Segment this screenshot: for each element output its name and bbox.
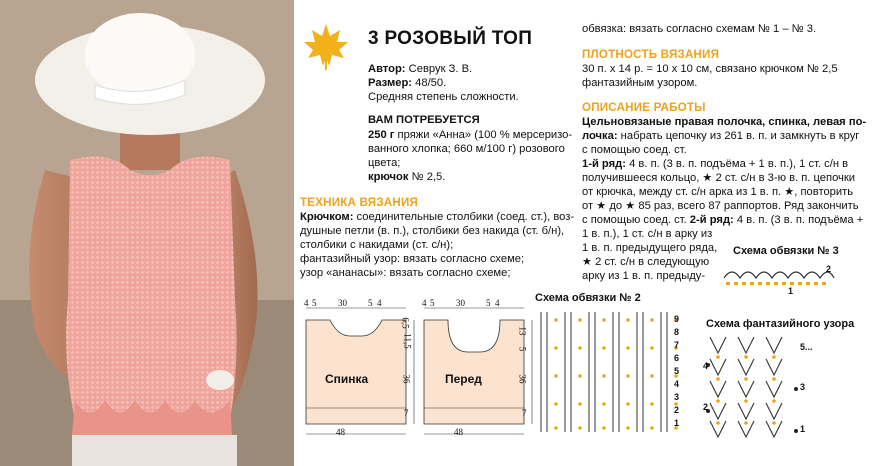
fancy-row-4: 4 [703, 361, 709, 371]
front-top-dim-2: 5 [430, 298, 435, 308]
maple-leaf-icon [300, 20, 352, 72]
front-top-dim-5: 4 [495, 298, 500, 308]
fancy-row-1: 1 [800, 424, 806, 434]
back-side-dim-4: 7 [404, 408, 409, 418]
back-top-dim-5: 4 [377, 298, 382, 308]
back-top-dim-1: 4 [304, 298, 309, 308]
schema3-row-2: 2 [826, 264, 832, 274]
back-top-dim-3: 30 [338, 298, 347, 308]
density-heading: ПЛОТНОСТЬ ВЯЗАНИЯ [582, 48, 720, 61]
back-side-dim-3: 36 [401, 374, 412, 384]
front-top-dim-3: 30 [456, 298, 465, 308]
schema3-row-1: 1 [788, 286, 794, 296]
schema2-row-4: 4 [674, 379, 680, 389]
schema-3-title: Схема обвязки № 3 [733, 245, 839, 257]
schema2-row-6: 6 [674, 353, 680, 363]
work-text: Цельновязаные правая полочка, спинка, левая по- лочка: набрать цепочку из 261 в. п. и замкнуть в круг с помощью соед. ст. 1-й ряд: 4 в. п. (3 в. п. подъёма + 1 в. п.), 1 ст. с/н в получившееся кольцо, ★ 2 ст. с/н в 3-ю в. п. цепочки от крючка, между ст. с/н арка из 1 в. п. ★, повторить от ★ до ★ 85 раз, всего 87 раппортов. Ряд закончить с помощью соед. ст. 2-й ряд: 4 в. п. (3 в. п. подъёма + 1 в. п.), 1 ст. с/н в арку из 1 в. п. предыдущего ряда, ★ 2 ст. с/н в следующую арку из 1 в. п. предыду- [582, 116, 867, 282]
technique-text: Крючком: соединительные столбики (соед. ст.), воз- душные петли (в. п.), столбики без накида (ст. б/н), столбики с накидами (ст. с/н); фантазийный узор: вязать согласно схеме; узор «ананасы»: вязать согласно схеме; [300, 211, 575, 279]
fancy-row-3: 3 [800, 382, 806, 392]
author-line: Автор: Севрук З. В. [368, 63, 473, 75]
materials-text: 250 г пряжи «Анна» (100 % мерсеризо- ванного хлопка; 660 м/100 г) розового цвета; крючок № 2,5. [368, 129, 573, 183]
back-width-dim: 48 [336, 427, 345, 437]
front-top-dim-1: 4 [422, 298, 427, 308]
back-top-dim-4: 5 [368, 298, 373, 308]
fancy-row-2: 2 [703, 402, 709, 412]
schema2-row-9: 9 [674, 314, 680, 324]
schema2-row-8: 8 [674, 327, 680, 337]
materials-heading: ВАМ ПОТРЕБУЕТСЯ [368, 114, 480, 126]
fancy-pattern-chart [704, 333, 804, 443]
schema-3-chart [722, 260, 837, 300]
front-side-dim-1: 13 [517, 326, 528, 336]
schema2-row-5: 5 [674, 366, 680, 376]
schema-2-title: Схема обвязки № 2 [535, 292, 641, 304]
back-piece-label: Спинка [325, 372, 369, 386]
density-text: 30 п. х 14 р. = 10 х 10 см, связано крючком № 2,5 фантазийным узором. [582, 63, 838, 89]
model-photo [0, 0, 294, 466]
fancy-pattern-title: Схема фантазийного узора [706, 318, 855, 330]
front-width-dim: 48 [454, 427, 463, 437]
page-title: 3 РОЗОВЫЙ ТОП [368, 28, 533, 49]
back-side-dim-2: 11,5 [402, 333, 413, 349]
size-line: Размер: 48/50. [368, 77, 447, 89]
schema2-row-1: 1 [674, 418, 680, 428]
back-side-dim-1: 6,5 [400, 317, 411, 329]
back-top-dim-2: 5 [312, 298, 317, 308]
garment-schematics [296, 296, 536, 446]
schema2-row-2: 2 [674, 405, 680, 415]
difficulty-text: Средняя степень сложности. [368, 91, 519, 103]
front-top-dim-4: 5 [486, 298, 491, 308]
schema2-row-7: 7 [674, 340, 680, 350]
schema2-row-3: 3 [674, 392, 680, 402]
front-piece-label: Перед [445, 372, 482, 386]
front-side-dim-4: 7 [522, 408, 527, 418]
front-side-dim-3: 36 [517, 374, 528, 384]
fancy-row-5: 5... [800, 342, 813, 352]
technique-heading: ТЕХНИКА ВЯЗАНИЯ [300, 196, 419, 209]
front-side-dim-2: 5 [517, 346, 528, 352]
edging-line: обвязка: вязать согласно схемам № 1 – № 3. [582, 23, 817, 35]
schema-2-chart [535, 310, 685, 435]
work-heading: ОПИСАНИЕ РАБОТЫ [582, 101, 706, 114]
